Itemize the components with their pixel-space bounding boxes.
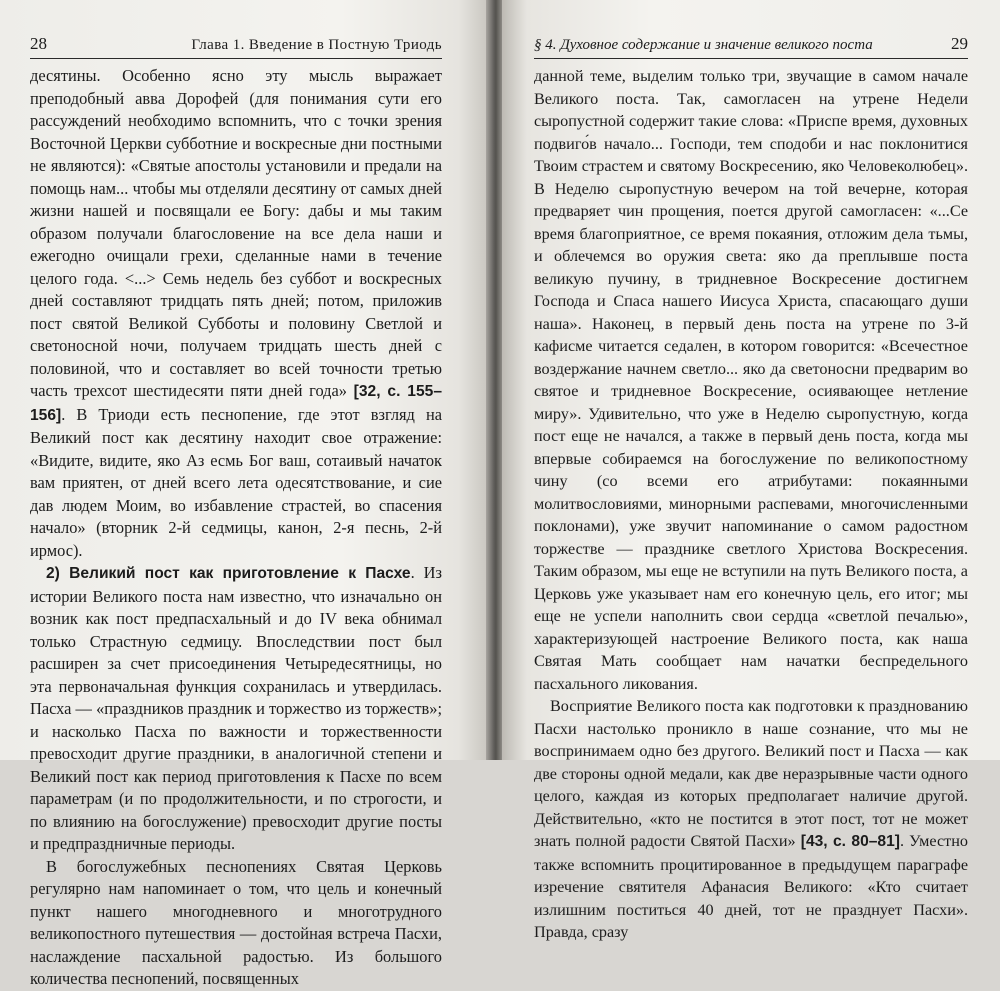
left-running-head <box>30 34 442 59</box>
left-section-heading: 2) Великий пост как приготовление к Пасхе <box>46 565 411 582</box>
left-paragraph-1 <box>30 65 442 562</box>
left-page-number: 28 <box>30 34 47 53</box>
right-p2-text-b: . Уместно также вспомнить процитированное в предыдущем параграфе изречение святителя Афанасия Великого: «Кто считает излишним поститься 40 дней, тот не празднует Пасхи». Правда, сразу <box>534 832 968 941</box>
left-running-title: Глава 1. Введение в Постную Триодь <box>191 37 442 53</box>
left-p1-text-a: десятины. Особенно ясно эту мысль выражает преподобный авва Дорофей (для понимания сути его рассуждений необходимо вспомнить, что с точки зрения Восточной Церкви субботние и воскресные дни постными не являются): «Святые апостолы установили и предали на помощь нам... чтобы мы отделяли десятину от самых дней жизни нашей и посвящали ее Богу: дабы и мы таким образом получали благословение на все дела наши и ежегодно очищали грехи, сделанные нами в течение целого года. <...> Семь недель без суббот и воскресных дней составляют тридцать пять дней; потом, приложив пост святой Великой Субботы и половину Светлой и светоносной ночи, получаем тридцать шесть дней с половиной, что и составляет во всей точности третью часть трехсот шестидесяти пяти дней года» <box>30 66 442 400</box>
left-paragraph-2 <box>30 562 442 856</box>
left-paragraph-3: В богослужебных песнопениях Святая Церковь регулярно нам напоминает о том, что цель и конечный пункт нашего многодневного и многотрудного великопостного путешествия — достойная встреча Пасхи, наслаждение пасхальной радостью. Из большого количества песнопений, посвященных <box>30 856 442 988</box>
right-running-head <box>534 34 968 59</box>
right-body <box>534 65 968 944</box>
right-paragraph-2 <box>534 695 968 944</box>
right-p2-text-a: Восприятие Великого поста как подготовки к празднованию Пасхи настолько проникло в наше сознание, что мы не воспринимаем одно без другого. Великий пост и Пасха — как две стороны одной медали, как две неразрывные части одного целого, каждая из которых предполагает наличие другой. Действительно, «кто не постится в этот пост, тот не может знать полной радости Святой Пасхи» <box>534 697 968 850</box>
left-body <box>30 65 442 991</box>
left-p2-text: . Из истории Великого поста нам известно, что изначально он возник как пост предпасхальный и до IV века обнимал только Страстную седмицу. Впоследствии пост был расширен за счет присоединения Четыредесятницы, но эта первоначальная функция сохранилась и утвердилась. Пасха — «праздников праздник и торжество из торжеств»; и насколько Пасха по важности и торжественности превосходит другие праздники, в аналогичной степени и Великий пост как период приготовления к Пасхе по всем параметрам (и по продолжительности, и по строгости, и по влиянию на богослужение) превосходит другие посты и предпраздничные периоды. <box>30 563 442 853</box>
right-running-title: § 4. Духовное содержание и значение великого поста <box>534 37 873 53</box>
right-paragraph-1: данной теме, выделим только три, звучащие в самом начале Великого поста. Так, самогласен на утрене Недели сыропустной содержит такие слова: «Приспе время, духовных подвиго́в начало... Господи, тем сподоби и нас поклонитися Твоим страстем и святому Воскресению, яко Человеколюбец». В Неделю сыропустную вечером на той вечерне, которая предваряет чин прощения, поется другой самогласен: «...Се время благоприятное, се время покаяния, отложим дела тьмы, и облечемся во оружия света: яко да преплывше поста великую пучину, в тридневное Воскресение достигнем Господа и Спаса нашего Иисуса Христа, спасающаго души наша». Наконец, в первый день поста на утрене по 3-й кафисме читается седален, в котором говорится: «Всечестное воздержание начнем светло... яко да светоносни предварим во святое и тридневное Воскресение, осиявающее нетление миру». Удивительно, что уже в Неделю сыропустную, когда пост еще не начался, а также в первый день поста, когда мы впервые собираемся на богослужение по великопостному чину (со всеми его атрибутами: покаянными молитвословиями, минорными распевами, многочисленными поклонами), уже звучит напоминание о самом радостном торжестве — празднике светлого Христова Воскресения. Таким образом, мы еще не вступили на путь Великого поста, а Церковь уже указывает нам его конечную цель, его итог; мы еще не успели наполнить свои сердца «светлой печалью», характеризующей настроение Великого поста, как наша Святая Мать сообщает нам начатки беспредельного пасхального ликования. <box>534 67 968 693</box>
right-page-number: 29 <box>951 34 968 53</box>
right-page <box>502 0 1000 941</box>
left-p1-reference: [32, с. 155–156] <box>30 383 442 424</box>
left-p1-text-b: . В Триоди есть песнопение, где этот взгляд на Великий пост как десятину находит свое отражение: «Видите, видите, яко Аз есмь Бог ваш, сотаивый начаток вам приятен, от дней всего лета одесятствование, и сие дав людем Моим, во избавление страстей, во спасения начало» (вторник 2-й седмицы, канон, 2-я песнь, 2-й ирмос). <box>30 404 442 560</box>
right-p2-reference: [43, с. 80–81] <box>800 833 900 850</box>
left-page <box>0 0 488 988</box>
